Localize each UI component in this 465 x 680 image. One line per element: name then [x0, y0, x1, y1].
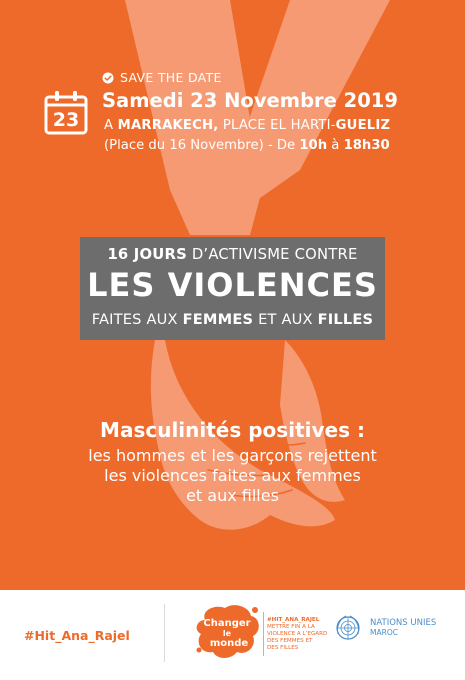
save-the-date	[102, 70, 222, 85]
banner-line-3: FAITES AUX FEMMES ET AUX FILLES	[91, 311, 374, 328]
event-place: A MARRAKECH, PLACE EL HARTI-GUELIZ	[104, 118, 391, 133]
footer-divider	[164, 604, 165, 662]
un-country: MAROC	[370, 628, 398, 637]
un-name: NATIONS UNIES	[370, 618, 437, 628]
save-the-date-label: SAVE THE DATE	[120, 70, 222, 85]
banner-line-2: LES VIOLENCES	[87, 266, 378, 304]
message-line: et aux filles	[186, 486, 279, 505]
hashtag: #Hit_Ana_Rajel	[24, 628, 130, 643]
campaign-banner	[80, 237, 385, 340]
banner-line-1: 16 JOURS D’ACTIVISME CONTRE	[107, 246, 358, 263]
logo-text-3: monde	[209, 638, 249, 649]
message-line: les violences faites aux femmes	[104, 466, 361, 485]
message-body	[0, 446, 465, 506]
logo-text-1: Changer	[203, 618, 251, 629]
campaign-tagline: #HIT_ANA_RAJEL METTRE FIN A LA VIOLENCE A L’EGARD DES FEMMES ET DES FILLES	[267, 617, 328, 651]
message-line: les hommes et les garçons rejettent	[88, 446, 377, 465]
logo-divider	[263, 612, 264, 656]
logo-text-2: le	[222, 629, 232, 638]
calendar-day: 23	[52, 109, 80, 131]
event-time: (Place du 16 Novembre) - De 10h à 18h30	[104, 138, 390, 153]
un-emblem-icon	[334, 614, 362, 642]
changer-le-monde-logo	[193, 602, 263, 662]
check-circle-icon	[102, 72, 114, 84]
message-title: Masculinités positives :	[100, 418, 365, 442]
event-date: Samedi 23 Novembre 2019	[102, 89, 398, 112]
